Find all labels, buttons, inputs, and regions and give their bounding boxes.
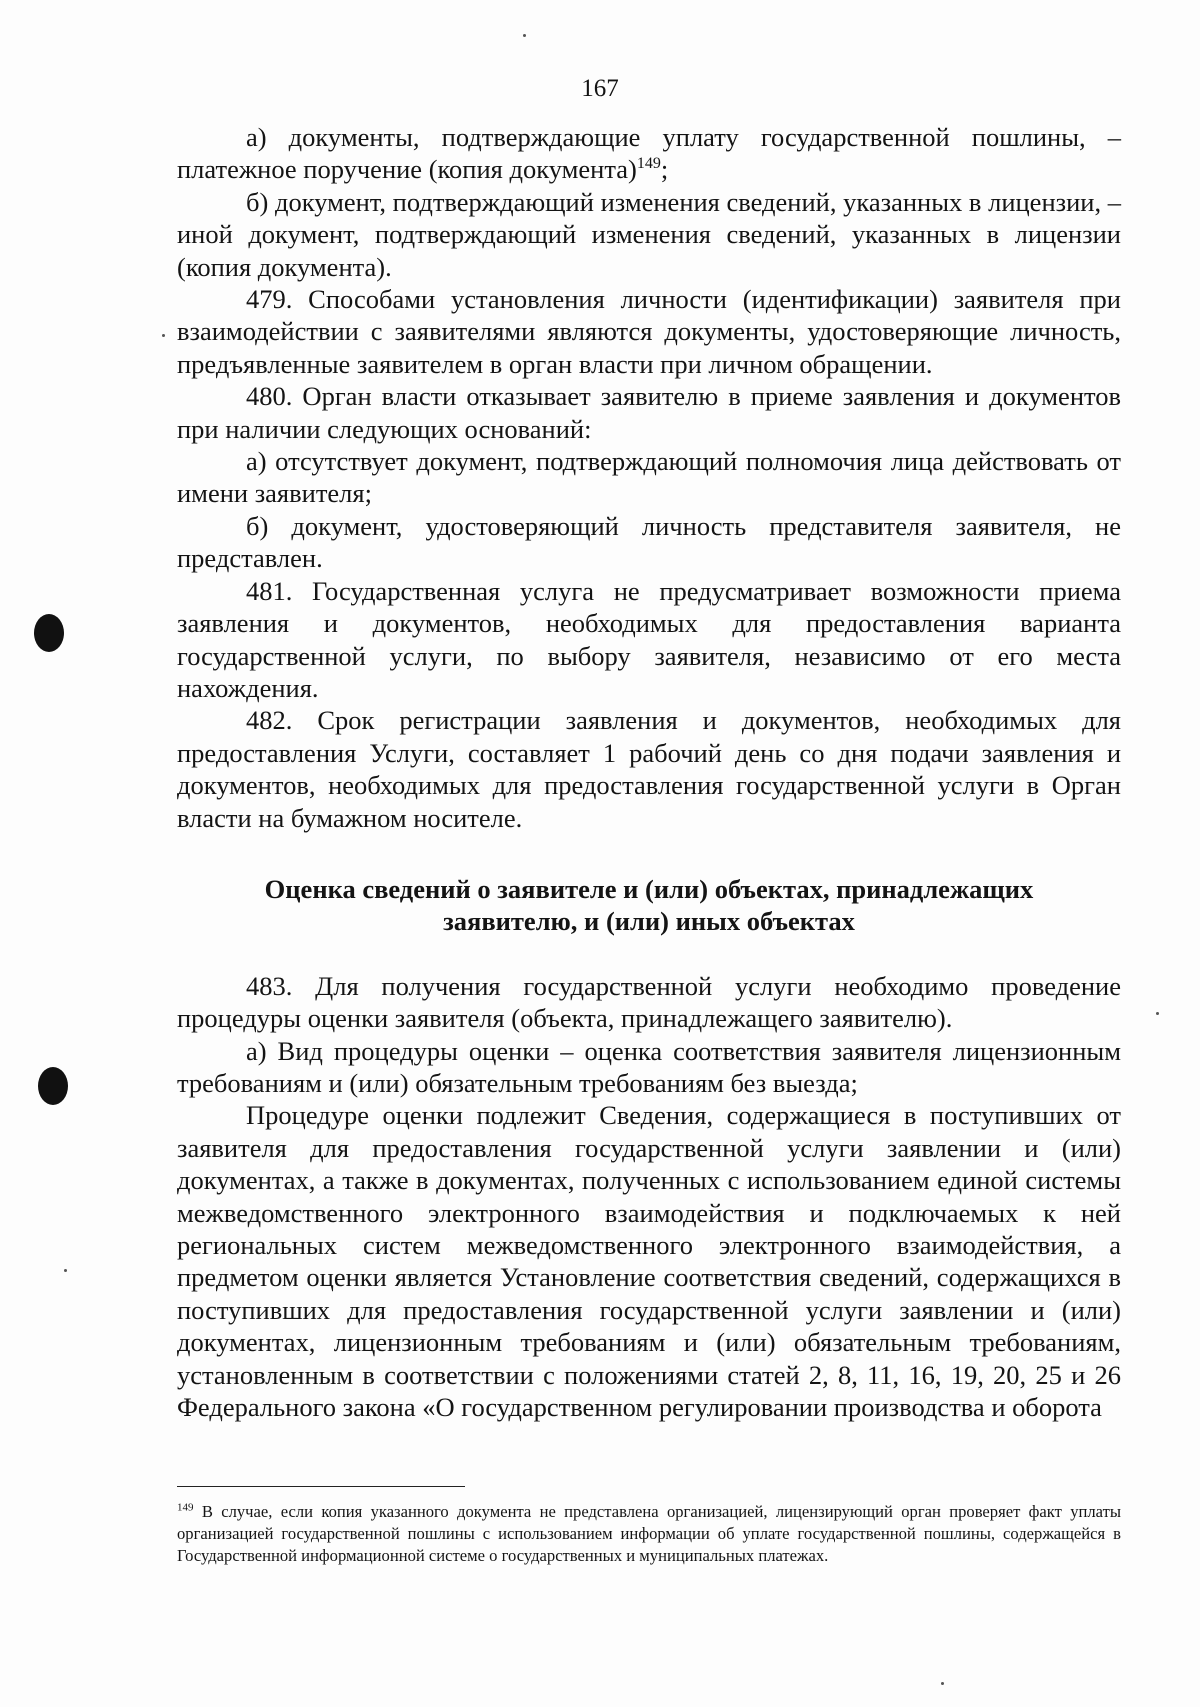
paragraph: б) документ, удостоверяющий личность представителя заявителя, не представлен. <box>177 510 1121 574</box>
scan-speck <box>1156 1012 1159 1015</box>
footnote-marker: 149 <box>177 1501 194 1514</box>
paragraph: 479. Способами установления личности (идентификации) заявителя при взаимодействии с заявителями являются документы, удостоверяющие личность, предъявленные заявителем в орган власти при личном обращении. <box>177 284 1121 379</box>
footnote-text: В случае, если копия указанного документа не представлена организацией, лицензирующий орган проверяет факт уплаты организацией государственной пошлины с использованием информации об уплате государственной пошлины, содержащейся в Государственной информационной системе о государственных и муниципальных платежах. <box>177 1502 1121 1565</box>
paragraph: 482. Срок регистрации заявления и документов, необходимых для предоставления Услуги, составляет 1 рабочий день со дня подачи заявления и документов, необходимых для предоставления государственной услуги в Орган власти на бумажном носителе. <box>177 705 1121 833</box>
paragraph: б) документ, подтверждающий изменения сведений, указанных в лицензии, – иной документ, подтверждающий изменения сведений, указанных в лицензии (копия документа). <box>177 186 1121 282</box>
paragraph: а) Вид процедуры оценки – оценка соответствия заявителя лицензионным требованиям и (или) обязательным требованиям без выезда; <box>177 1035 1121 1098</box>
paragraph: а) отсутствует документ, подтверждающий полномочия лица действовать от имени заявителя; <box>177 446 1121 509</box>
scan-speck <box>523 34 526 37</box>
scan-speck <box>941 1682 944 1685</box>
scan-speck <box>64 1269 67 1272</box>
page-number: 167 <box>581 75 619 102</box>
footnote <box>177 1501 1121 1567</box>
section-heading: Оценка сведений о заявителе и (или) объектах, принадлежащих заявителю, и (или) иных объектах <box>264 873 1034 937</box>
paragraph: Процедуре оценки подлежит Сведения, содержащиеся в поступивших от заявителя для предоставления государственной услуги заявлении и (или) документах, а также в документах, полученных с использованием единой системы межведомственного электронного взаимодействия и подключаемых к ней региональных систем межведомственного электронного взаимодействия, а предметом оценки является Установление соответствия сведений, содержащихся в поступивших для предоставления государственной услуги заявлении и (или) документах, лицензионным требованиям и (или) обязательным требованиям, установленным в соответствии с положениями статей 2, 8, 11, 16, 19, 20, 25 и 26 Федерального закона «О государственном регулировании производства и оборота <box>177 1100 1121 1423</box>
footnote-reference: 149 <box>636 155 661 173</box>
scan-speck <box>162 334 165 337</box>
paragraph: 483. Для получения государственной услуги необходимо проведение процедуры оценки заявителя (объекта, принадлежащего заявителю). <box>177 970 1121 1034</box>
punch-hole-top <box>34 614 64 652</box>
footnote-separator <box>177 1486 465 1487</box>
paragraph: а) документы, подтверждающие уплату государственной пошлины, – платежное поручение (копия документа)$^{149}$; <box>177 122 1121 185</box>
paragraph: 481. Государственная услуга не предусматривает возможности приема заявления и документов, необходимых для предоставления варианта государственной услуги, по выбору заявителя, независимо от его места нахождения. <box>177 575 1121 703</box>
punch-hole-bottom <box>38 1067 68 1105</box>
document-body <box>177 121 1121 1423</box>
paragraph: 480. Орган власти отказывает заявителю в приеме заявления и документов при наличии следующих оснований: <box>177 381 1121 444</box>
